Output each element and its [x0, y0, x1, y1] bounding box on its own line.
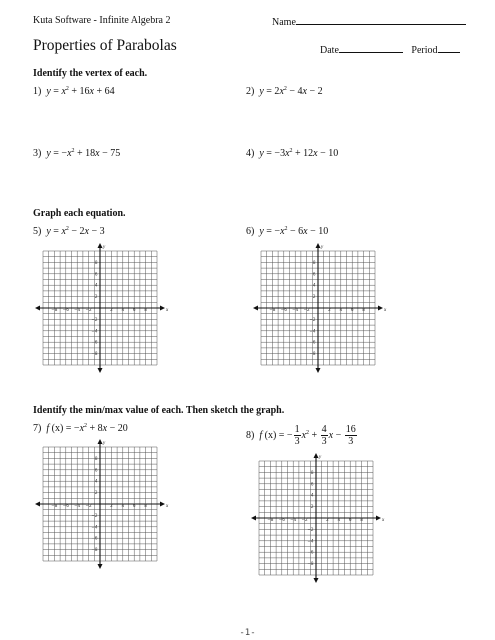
- date-line: [339, 43, 403, 53]
- y-axis-arrow-down: [98, 564, 103, 569]
- date-label: Date: [320, 45, 339, 56]
- y-axis-arrow-up: [316, 243, 321, 248]
- y-axis-arrow-down: [98, 368, 103, 373]
- x-tick-label: −6: [278, 517, 285, 522]
- y-axis-label: y: [321, 245, 324, 250]
- x-axis-arrow-left: [251, 516, 256, 521]
- x-axis-arrow-right: [160, 306, 165, 311]
- y-tick-label: −8: [91, 351, 98, 357]
- x-tick-label: 6: [350, 307, 354, 312]
- x-tick-label: −2: [303, 307, 310, 312]
- period-label: Period: [411, 45, 438, 56]
- problem-4: 4) $y = -3x^2 + 12x - 10$: [246, 148, 339, 159]
- x-tick-label: −4: [292, 307, 299, 312]
- x-tick-label: 8: [144, 307, 147, 312]
- y-tick-label: 2: [312, 294, 316, 300]
- fraction-1: $\frac{1}{3}$: [294, 424, 300, 447]
- y-tick-label: −2: [91, 316, 98, 322]
- x-tick-label: −2: [301, 517, 308, 522]
- x-tick-label: −4: [290, 517, 297, 522]
- y-tick-label: 4: [312, 282, 316, 288]
- x-axis-label: x: [384, 308, 387, 313]
- y-tick-label: 2: [94, 294, 98, 300]
- y-tick-label: 2: [310, 504, 314, 510]
- x-axis-arrow-right: [376, 516, 381, 521]
- x-axis-label: x: [382, 518, 385, 523]
- y-tick-label: 4: [94, 282, 98, 288]
- x-tick-label: 6: [132, 307, 136, 312]
- y-tick-label: 6: [312, 271, 316, 277]
- y-tick-label: −4: [91, 328, 98, 334]
- y-tick-label: −6: [91, 535, 98, 541]
- x-tick-label: 2: [110, 503, 113, 508]
- problem-1: 1) $y = x^2 + 16x + 64$: [33, 86, 115, 97]
- fraction-3: $\frac{16}{3}$: [345, 424, 356, 447]
- software-credit: Kuta Software - Infinite Algebra 2: [33, 15, 171, 26]
- y-tick-label: 4: [310, 492, 314, 498]
- problem-7: 7) f $(x) = -x^2 + 8x - 20$: [33, 423, 128, 434]
- x-tick-label: 2: [326, 517, 329, 522]
- y-tick-label: −4: [91, 524, 98, 530]
- y-axis-arrow-up: [98, 243, 103, 248]
- x-tick-label: −8: [267, 517, 274, 522]
- period-line: [438, 43, 460, 53]
- x-axis-arrow-left: [35, 502, 40, 507]
- date-period-fields: [320, 43, 460, 56]
- problem-2: 2) $y = 2x^2 - 4x - 2$: [246, 86, 323, 97]
- section-heading-graph: Graph each equation.: [33, 208, 126, 219]
- y-axis-arrow-up: [98, 439, 103, 444]
- y-tick-label: −8: [309, 351, 316, 357]
- coordinate-grid-7[interactable]: [34, 438, 169, 576]
- x-tick-label: −8: [269, 307, 276, 312]
- y-tick-label: −8: [91, 547, 98, 553]
- y-axis-label: y: [103, 245, 106, 250]
- y-tick-label: −6: [91, 339, 98, 345]
- x-tick-label: 8: [144, 503, 147, 508]
- section-heading-vertex: Identify the vertex of each.: [33, 68, 148, 79]
- fraction-2: $\frac{4}{3}$: [321, 424, 327, 447]
- x-tick-label: −2: [85, 307, 92, 312]
- y-tick-label: −2: [309, 316, 316, 322]
- section-heading-minmax: Identify the min/max value of each. Then sketch the graph.: [33, 405, 285, 416]
- y-tick-label: 8: [94, 455, 98, 461]
- x-tick-label: −2: [85, 503, 92, 508]
- coordinate-grid-6[interactable]: [252, 242, 387, 380]
- x-axis-label: x: [166, 504, 169, 509]
- y-tick-label: 2: [94, 490, 98, 496]
- x-tick-label: −6: [280, 307, 287, 312]
- y-tick-label: −2: [91, 512, 98, 518]
- x-tick-label: 8: [360, 517, 363, 522]
- y-tick-label: −8: [307, 561, 314, 567]
- x-axis-arrow-right: [378, 306, 383, 311]
- x-axis-arrow-right: [160, 502, 165, 507]
- x-tick-label: 6: [348, 517, 352, 522]
- x-tick-label: 4: [339, 307, 343, 312]
- y-tick-label: 8: [310, 469, 314, 475]
- x-axis-arrow-left: [253, 306, 258, 311]
- y-axis-arrow-up: [314, 453, 319, 458]
- x-tick-label: 2: [328, 307, 331, 312]
- problem-5: 5) $y = x^2 - 2x - 3$: [33, 226, 105, 237]
- y-tick-label: −4: [307, 538, 314, 544]
- x-tick-label: 4: [121, 307, 125, 312]
- y-tick-label: 8: [312, 259, 316, 265]
- y-tick-label: 6: [94, 467, 98, 473]
- coordinate-grid-5[interactable]: [34, 242, 169, 380]
- x-tick-label: −6: [62, 503, 69, 508]
- y-tick-label: 4: [94, 478, 98, 484]
- x-tick-label: −8: [51, 503, 58, 508]
- x-tick-label: −4: [74, 307, 81, 312]
- problem-8: 8) f (x) = − $\frac{1}{3}$ $x^2$ + $\frac{4}{3}$ x − $\frac{16}{3}$: [246, 424, 356, 447]
- name-line: [296, 15, 466, 25]
- y-axis-arrow-down: [316, 368, 321, 373]
- x-tick-label: 6: [132, 503, 136, 508]
- problem-6: 6) $y = -x^2 - 6x - 10$: [246, 226, 329, 237]
- y-tick-label: 6: [94, 271, 98, 277]
- x-axis-label: x: [166, 308, 169, 313]
- x-tick-label: −8: [51, 307, 58, 312]
- y-tick-label: −6: [307, 549, 314, 555]
- x-tick-label: −4: [74, 503, 81, 508]
- name-label: Name: [272, 17, 296, 28]
- y-axis-label: y: [319, 455, 322, 460]
- problem-3: 3) $y = -x^2 + 18x - 75$: [33, 148, 121, 159]
- x-tick-label: 8: [362, 307, 365, 312]
- x-tick-label: 4: [121, 503, 125, 508]
- x-tick-label: −6: [62, 307, 69, 312]
- y-tick-label: −4: [309, 328, 316, 334]
- y-tick-label: −2: [307, 526, 314, 532]
- y-axis-arrow-down: [314, 578, 319, 583]
- y-tick-label: −6: [309, 339, 316, 345]
- page-number: -1-: [239, 628, 256, 638]
- x-axis-arrow-left: [35, 306, 40, 311]
- y-tick-label: 6: [310, 481, 314, 487]
- x-tick-label: 4: [337, 517, 341, 522]
- x-tick-label: 2: [110, 307, 113, 312]
- y-axis-label: y: [103, 441, 106, 446]
- y-tick-label: 8: [94, 259, 98, 265]
- name-field[interactable]: [272, 15, 466, 28]
- coordinate-grid-8[interactable]: [250, 452, 385, 590]
- worksheet-title: Properties of Parabolas: [33, 37, 177, 54]
